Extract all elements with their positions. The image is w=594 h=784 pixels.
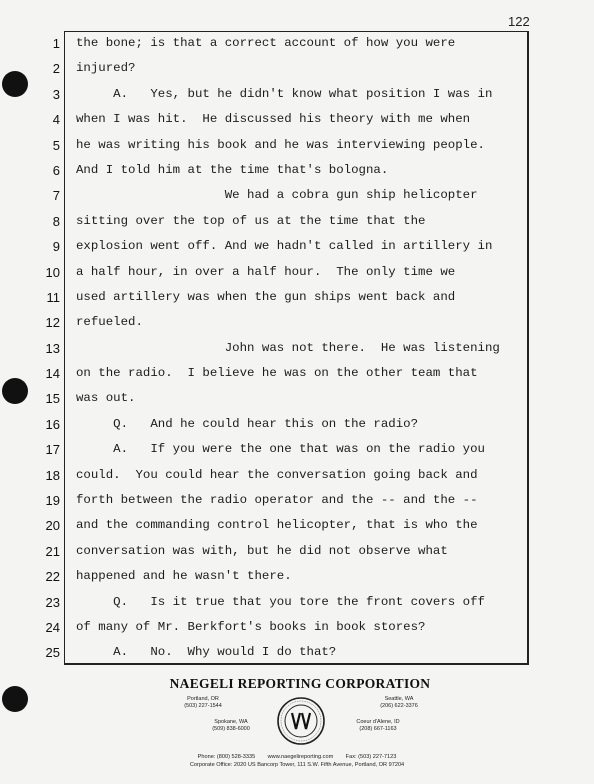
transcript-line: A. If you were the one that was on the radio you bbox=[76, 442, 485, 457]
transcript-line: explosion went off. And we hadn't called in artillery in bbox=[76, 239, 493, 254]
line-number: 17 bbox=[45, 442, 60, 458]
transcript-line: of many of Mr. Berkfort's books in book stores? bbox=[76, 619, 426, 634]
office-city: Coeur d'Alene, ID bbox=[356, 719, 400, 725]
office-spokane bbox=[186, 719, 276, 733]
line-number: 11 bbox=[46, 289, 60, 305]
line-number: 24 bbox=[45, 619, 60, 635]
transcript-line: A. No. Why would I do that? bbox=[76, 645, 337, 660]
line-number: 25 bbox=[45, 645, 60, 661]
punch-hole-icon bbox=[2, 686, 28, 712]
transcript-line: when I was hit. He discussed his theory with me when bbox=[76, 112, 471, 127]
office-phone: (503) 227-1544 bbox=[184, 703, 222, 709]
office-phone: (509) 838-6000 bbox=[212, 726, 250, 732]
footer-contact bbox=[100, 753, 494, 769]
transcript-line: We had a cobra gun ship helicopter bbox=[76, 188, 478, 203]
line-number: 14 bbox=[45, 366, 60, 382]
transcript-line: Q. And he could hear this on the radio? bbox=[76, 416, 419, 431]
line-number: 15 bbox=[45, 391, 60, 407]
office-city: Spokane, WA bbox=[214, 719, 248, 725]
office-city: Seattle, WA bbox=[384, 696, 414, 702]
transcript-line: A. Yes, but he didn't know what position I was in bbox=[76, 86, 493, 101]
transcript-line: Q. Is it true that you tore the front covers off bbox=[76, 594, 485, 609]
contact-line bbox=[100, 753, 494, 761]
transcript-line: happened and he wasn't there. bbox=[76, 569, 292, 584]
line-number: 7 bbox=[52, 188, 60, 204]
office-city: Portland, OR bbox=[187, 696, 219, 702]
transcript-line: conversation was with, but he did not observe what bbox=[76, 543, 448, 558]
transcript-line: forth between the radio operator and the -- and the -- bbox=[76, 493, 478, 508]
line-number: 6 bbox=[52, 162, 60, 178]
transcript-line: he was writing his book and he was interviewing people. bbox=[76, 137, 485, 152]
office-portland bbox=[158, 696, 248, 710]
company-seal-icon bbox=[276, 696, 326, 746]
line-number: 23 bbox=[45, 594, 60, 610]
line-number: 5 bbox=[52, 137, 60, 153]
phone-number: Phone: (800) 528-3335 bbox=[197, 754, 256, 760]
corporate-address: Corporate Office: 2020 US Bancorp Tower, 111 S.W. Fifth Avenue, Portland, OR 97204 bbox=[189, 762, 405, 768]
line-number: 8 bbox=[52, 213, 60, 229]
transcript-line: John was not there. He was listening bbox=[76, 340, 500, 355]
website-link[interactable]: www.naegelireporting.com bbox=[267, 754, 334, 760]
line-number-column bbox=[0, 31, 64, 666]
company-name: NAEGELI REPORTING CORPORATION bbox=[169, 676, 431, 691]
transcript-line: And I told him at the time that's bologna. bbox=[76, 162, 389, 177]
transcript-line: sitting over the top of us at the time that the bbox=[76, 213, 426, 228]
page-number: 122 bbox=[508, 14, 530, 29]
transcript-line: could. You could hear the conversation going back and bbox=[76, 467, 478, 482]
transcript-line: injured? bbox=[76, 61, 136, 76]
office-phone: (206) 622-3376 bbox=[380, 703, 418, 709]
line-number: 21 bbox=[45, 543, 60, 559]
line-number: 18 bbox=[45, 467, 60, 483]
transcript-line: a half hour, in over a half hour. The only time we bbox=[76, 264, 456, 279]
line-number: 12 bbox=[45, 315, 60, 331]
line-number: 9 bbox=[52, 239, 60, 255]
transcript-line: was out. bbox=[76, 391, 136, 406]
line-number: 13 bbox=[45, 340, 60, 356]
fax-number: Fax: (503) 227-7123 bbox=[345, 754, 397, 760]
office-seattle bbox=[354, 696, 444, 710]
transcript-line: on the radio. I believe he was on the other team that bbox=[76, 366, 478, 381]
office-phone: (208) 667-1163 bbox=[359, 726, 397, 732]
transcript-line: refueled. bbox=[76, 315, 143, 330]
line-number: 20 bbox=[45, 518, 60, 534]
line-number: 22 bbox=[45, 569, 60, 585]
line-number: 4 bbox=[52, 112, 60, 128]
line-number: 10 bbox=[45, 264, 60, 280]
office-coeur-dalene bbox=[328, 719, 428, 733]
line-number: 19 bbox=[45, 493, 60, 509]
transcript-line: the bone; is that a correct account of how you were bbox=[76, 36, 456, 50]
line-number: 1 bbox=[52, 36, 60, 51]
line-number: 3 bbox=[52, 86, 60, 102]
transcript-line: used artillery was when the gun ships went back and bbox=[76, 289, 456, 304]
line-number: 2 bbox=[52, 61, 60, 77]
transcript-text bbox=[76, 31, 526, 666]
line-number: 16 bbox=[45, 416, 60, 432]
transcript-line: and the commanding control helicopter, that is who the bbox=[76, 518, 478, 533]
